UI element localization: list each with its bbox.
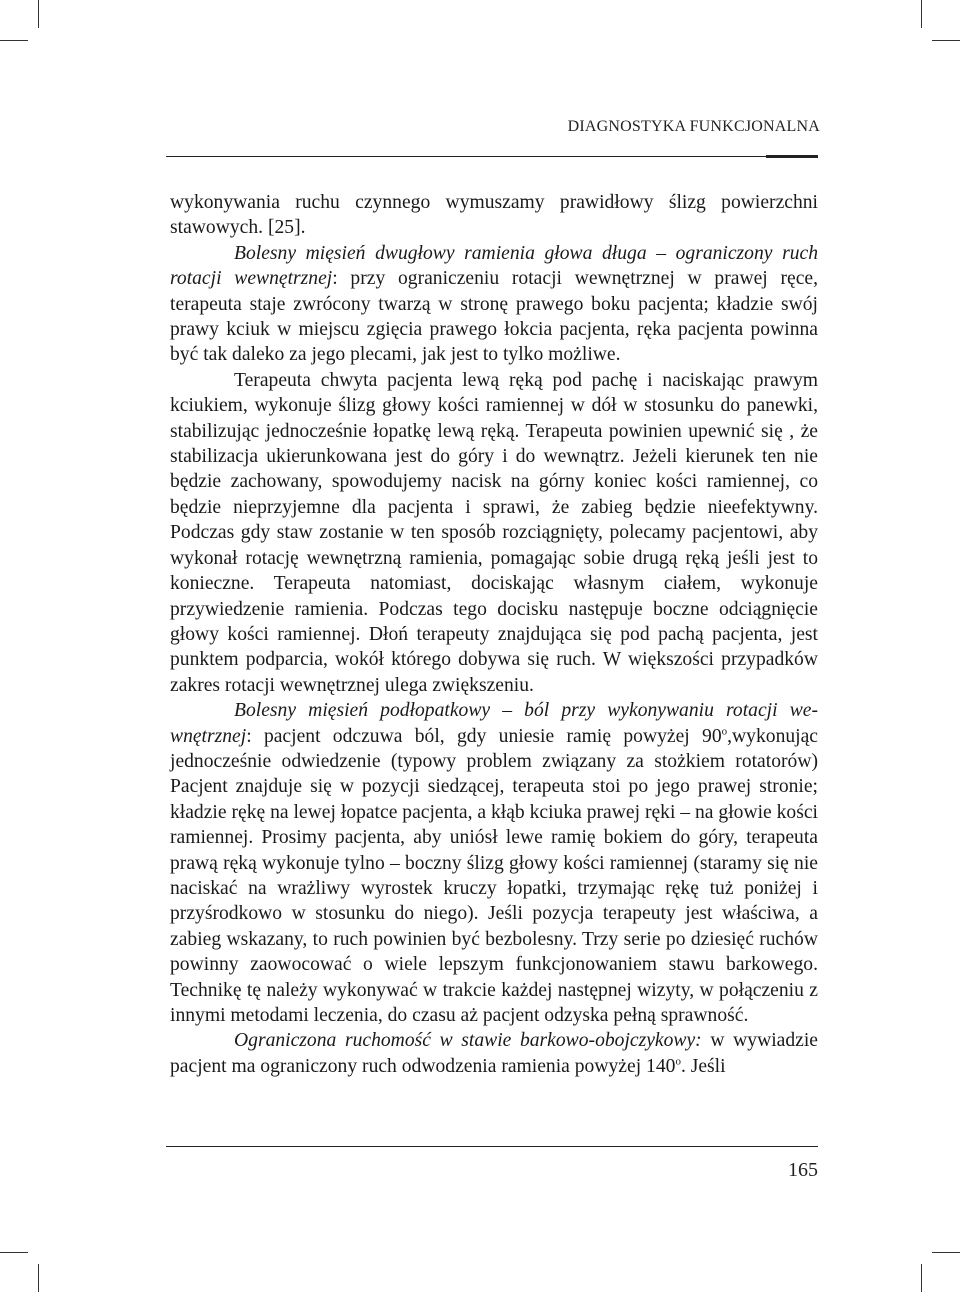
header-rule <box>166 156 818 157</box>
text-run: ,wykonując jednocześnie odwiedzenie (typowy problem związany za stożkiem rotatorów) Pacjent znajduje się w pozycji siedzącej, terapeuta stoi po jego prawej stronie; kładzie rękę na lewej łopatce pacjenta, a kłąb kciuka prawej ręki – na głowie kości ramiennej. Prosimy pacjenta, aby uniósł lewe ramię bokiem do góry, terapeuta prawą ręką wykonuje tylno – boczny ślizg głowy kości ramiennej (staramy się nie naciskać na wrażliwy wyrostek kruczy łopatki, trzymając rękę tuż poniżej i przyśrodkowo w stosunku do niego). Jeśli pozycja terapeuty jest właściwa, a zabieg wskazany, to ruch powinien być bezbolesny. Trzy serie po dziesięć ruchów powinny zaowocować o wiele lepszym funkcjonowaniem stawu barkowego. Technikę tę należy wykonywać w trakcie każdej następnej wizyty, w połączeniu z innymi metodami leczenia, do czasu aż pacjent odzyska pełną sprawność. <box>170 725 818 1026</box>
page-number: 165 <box>788 1159 818 1181</box>
text-run: : pacjent odczuwa ból, gdy uniesie ramię powyżej 90 <box>246 725 722 747</box>
italic-text: Bolesny mięsień dwugłowy ramienia głowa długa – ograniczony ruch rotacji wewnętrznej <box>170 242 818 290</box>
running-title: DIAGNOSTYKA FUNKCJONALNA <box>567 118 820 135</box>
paragraph <box>170 241 818 368</box>
paragraph <box>170 698 818 1028</box>
text-run: Terapeuta chwyta pacjenta lewą ręką pod pachę i naciskając prawym kciukiem, wykonuje ślizg głowy kości ramiennej w dół w stosunku do panewki, stabilizując jednocześnie łopatkę lewą ręką. Terapeuta powinien upewnić się , że stabilizacja ukierunkowana jest do góry i do wewnątrz. Jeżeli kierunek ten nie będzie zachowany, spowodujemy nacisk na górny koniec kości ramiennej, co będzie nieprzyjemne dla pacjenta i sprawi, że zabieg będzie nieefektywny. Podczas gdy staw zostanie w ten sposób rozciągnięty, polecamy pacjentowi, aby wykonał rotację wewnętrzną ramienia, pomagając sobie drugą ręką jeśli jest to konieczne. Terapeuta natomiast, dociskając własnym ciałem, wykonuje przywiedzenie ramienia. Podczas tego docisku następuje boczne odciągnięcie głowy kości ramiennej. Dłoń terapeuty znajdująca się pod pachą pacjenta, jest punktem podparcia, wokół którego dobywa się ruch. W większości przypadków zakres rotacji wewnętrznej ulega zwiększeniu. <box>170 369 818 696</box>
crop-mark <box>921 1264 922 1292</box>
paragraph <box>170 1028 818 1079</box>
crop-mark <box>38 1264 39 1292</box>
header-rule-accent <box>766 155 818 158</box>
footer-rule <box>166 1146 818 1147</box>
italic-text: Bolesny mięsień podłopatkowy – ból przy wykonywaniu rotacji wewnętrznej <box>170 700 818 747</box>
paragraph <box>170 368 818 698</box>
superscript-text: o <box>675 1055 681 1068</box>
crop-mark <box>932 40 960 41</box>
text-run: : przy ograniczeniu rotacji wewnętrznej w prawej ręce, terapeuta staje zwrócony twarzą w stronę prawego boku pacjenta; kładzie swój prawy kciuk w miejscu zgięcia prawego łokcia pacjenta, ręka pacjenta powinna być tak daleko za jego plecami, jak jest to tylko możliwe. <box>170 268 818 366</box>
body-text <box>170 190 818 1079</box>
text-run: . Jeśli <box>680 1055 726 1077</box>
text-run: w wywiadzie pacjent ma ograniczony ruch odwodzenia ramienia powyżej 140 <box>170 1030 819 1077</box>
paragraph <box>170 190 818 241</box>
superscript-text: o <box>721 725 728 737</box>
text-run: wykonywania ruchu czynnego wymuszamy prawidłowy ślizg powierzchni stawowych. [25]. <box>170 192 818 239</box>
crop-mark <box>0 40 28 41</box>
crop-mark <box>932 1252 960 1253</box>
italic-text: Ograniczona ruchomość w stawie barkowo-obojczykowy: <box>234 1030 702 1052</box>
crop-mark <box>921 0 922 28</box>
crop-mark <box>38 0 39 28</box>
crop-mark <box>0 1252 28 1253</box>
